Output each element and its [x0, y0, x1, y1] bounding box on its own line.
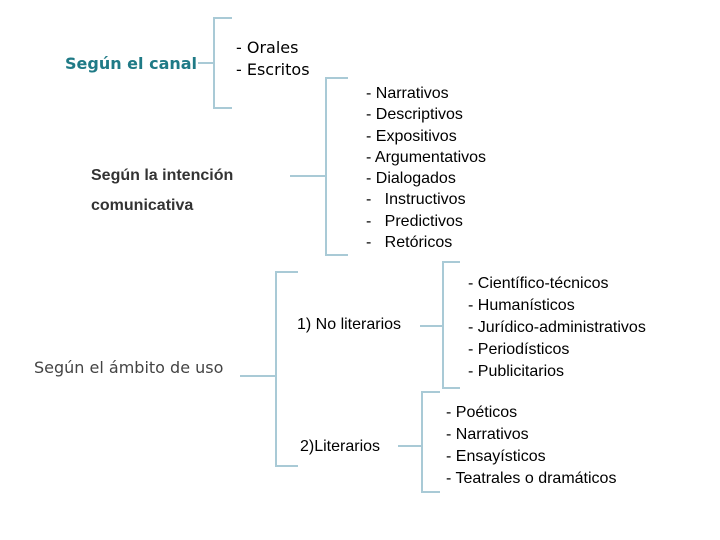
intencion-item: - Argumentativos — [366, 148, 487, 166]
no-literarios-list — [468, 273, 646, 383]
intencion-list — [366, 83, 486, 253]
intencion-item: - Dialogados — [366, 170, 456, 188]
intencion-label-line2: comunicativa — [91, 197, 194, 214]
intencion-label-line1: Según la intención — [91, 167, 234, 184]
canal-label: Según el canal — [65, 54, 198, 73]
no-literarios-item: - Periodísticos — [468, 341, 570, 358]
no-literarios-item: - Humanísticos — [468, 297, 575, 314]
canal-item-escritos: - Escritos — [236, 60, 310, 79]
literarios-item: - Teatrales o dramáticos — [446, 470, 617, 487]
intencion-bracket — [290, 78, 348, 255]
literarios-label: 2)Literarios — [300, 438, 381, 455]
canal-bracket — [198, 18, 232, 108]
intencion-item: - Descriptivos — [366, 106, 463, 124]
no-literarios-item: - Jurídico-administrativos — [468, 319, 646, 336]
no-literarios-item: - Científico-técnicos — [468, 275, 609, 292]
no-literarios-label: 1) No literarios — [297, 316, 402, 333]
intencion-item: - Expositivos — [366, 127, 457, 145]
literarios-item: - Narrativos — [446, 426, 529, 443]
literarios-bracket — [398, 392, 440, 492]
intencion-item: - Narrativos — [366, 85, 449, 102]
canal-item-orales: - Orales — [236, 38, 299, 57]
ambito-bracket — [240, 272, 298, 466]
intencion-item: - Retóricos — [366, 234, 453, 252]
canal-list — [236, 37, 310, 81]
literarios-item: - Ensayísticos — [446, 448, 546, 465]
intencion-item: - Predictivos — [366, 212, 463, 230]
literarios-item: - Poéticos — [446, 404, 518, 421]
intencion-item: - Instructivos — [366, 191, 466, 209]
ambito-label: Según el ámbito de uso — [34, 358, 224, 377]
literarios-list — [446, 402, 616, 490]
no-literarios-item: - Publicitarios — [468, 363, 565, 380]
no-literarios-bracket — [420, 262, 460, 388]
